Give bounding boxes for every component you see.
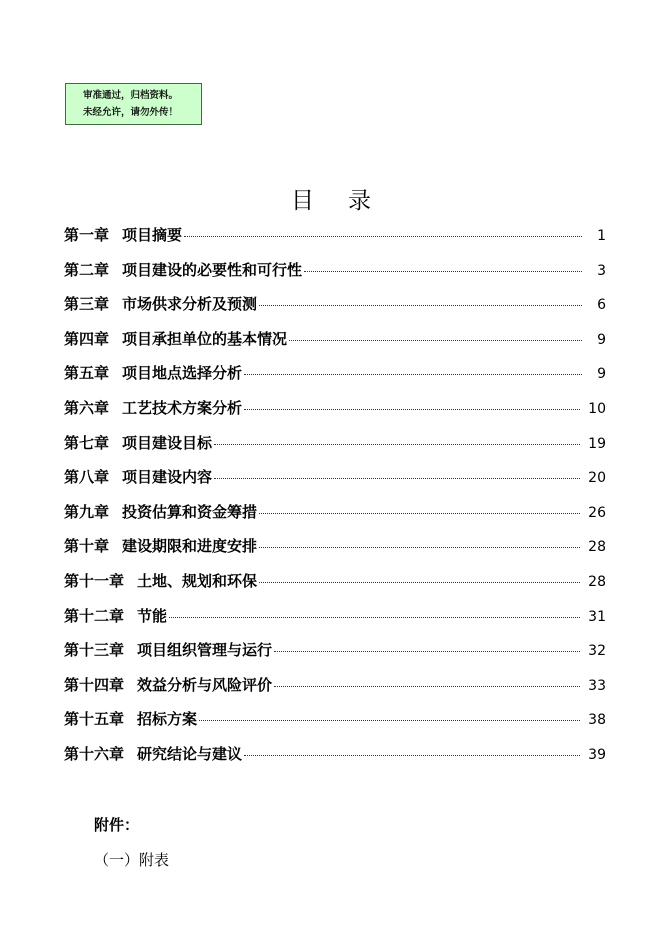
toc-entry-1[interactable] <box>64 221 606 256</box>
toc-leader-dots <box>304 270 582 272</box>
toc-entry-12[interactable] <box>64 602 606 637</box>
table-of-contents <box>64 221 606 775</box>
toc-chapter-title: 投资估算和资金筹措 <box>122 502 258 521</box>
appendix-item-1[interactable]: （一）附表 <box>94 851 170 869</box>
toc-page-number: 26 <box>588 504 606 521</box>
toc-entry-14[interactable] <box>64 671 606 706</box>
toc-entry-6[interactable] <box>64 394 606 429</box>
toc-page-number: 9 <box>597 366 606 383</box>
toc-chapter-number: 第二章 <box>64 260 110 279</box>
toc-chapter-number: 第十四章 <box>64 675 125 694</box>
toc-leader-dots <box>244 373 582 375</box>
toc-chapter-number: 第十三章 <box>64 641 125 660</box>
toc-leader-dots <box>184 235 582 237</box>
toc-leader-dots <box>214 477 580 479</box>
toc-leader-dots <box>289 339 582 341</box>
toc-page-number: 38 <box>588 712 606 729</box>
toc-entry-8[interactable] <box>64 463 606 498</box>
toc-page-number: 6 <box>597 297 606 314</box>
toc-chapter-title: 市场供求分析及预测 <box>122 295 258 314</box>
toc-entry-3[interactable] <box>64 290 606 325</box>
toc-chapter-number: 第九章 <box>64 502 110 521</box>
toc-leader-dots <box>169 616 580 618</box>
toc-chapter-title: 效益分析与风险评价 <box>137 675 273 694</box>
toc-page-number: 10 <box>588 400 606 417</box>
toc-leader-dots <box>244 408 580 410</box>
toc-chapter-number: 第十二章 <box>64 606 125 625</box>
toc-entry-10[interactable] <box>64 532 606 567</box>
appendix-heading: 附件： <box>94 816 140 834</box>
toc-entry-4[interactable] <box>64 325 606 360</box>
toc-entry-7[interactable] <box>64 429 606 464</box>
toc-leader-dots <box>274 650 580 652</box>
toc-page-number: 33 <box>588 677 606 694</box>
toc-chapter-number: 第十一章 <box>64 571 125 590</box>
toc-chapter-title: 项目组织管理与运行 <box>137 641 273 660</box>
confidential-stamp <box>65 83 202 125</box>
toc-leader-dots <box>199 719 580 721</box>
toc-page-number: 9 <box>597 331 606 348</box>
toc-leader-dots <box>259 546 580 548</box>
toc-leader-dots <box>214 443 580 445</box>
stamp-line-2: 未经允许，请勿外传！ <box>83 107 179 118</box>
toc-chapter-title: 项目建设内容 <box>122 468 213 487</box>
toc-chapter-number: 第八章 <box>64 468 110 487</box>
toc-entry-11[interactable] <box>64 567 606 602</box>
toc-chapter-number: 第五章 <box>64 364 110 383</box>
toc-chapter-number: 第十章 <box>64 537 110 556</box>
toc-page-number: 28 <box>588 539 606 556</box>
toc-chapter-title: 研究结论与建议 <box>137 744 243 763</box>
toc-chapter-title: 项目建设目标 <box>122 433 213 452</box>
toc-page-number: 28 <box>588 573 606 590</box>
toc-chapter-number: 第十五章 <box>64 710 125 729</box>
toc-entry-15[interactable] <box>64 705 606 740</box>
toc-entry-9[interactable] <box>64 498 606 533</box>
toc-title: 目录 <box>291 188 405 214</box>
toc-chapter-number: 第四章 <box>64 329 110 348</box>
toc-chapter-title: 项目地点选择分析 <box>122 364 243 383</box>
toc-entry-16[interactable] <box>64 740 606 775</box>
toc-entry-13[interactable] <box>64 636 606 671</box>
toc-chapter-number: 第七章 <box>64 433 110 452</box>
toc-chapter-title: 节能 <box>137 606 168 625</box>
toc-chapter-title: 招标方案 <box>137 710 198 729</box>
stamp-line-1: 审准通过，归档资料。 <box>83 90 179 101</box>
toc-leader-dots <box>274 685 580 687</box>
toc-chapter-number: 第十六章 <box>64 744 125 763</box>
toc-chapter-number: 第三章 <box>64 295 110 314</box>
toc-chapter-number: 第一章 <box>64 226 110 244</box>
toc-chapter-title: 工艺技术方案分析 <box>122 398 243 417</box>
toc-page-number: 20 <box>588 470 606 487</box>
toc-leader-dots <box>244 754 580 756</box>
toc-page-number: 39 <box>588 746 606 763</box>
toc-entry-2[interactable] <box>64 256 606 291</box>
toc-page-number: 3 <box>597 262 606 279</box>
toc-chapter-title: 项目承担单位的基本情况 <box>122 329 288 348</box>
toc-chapter-title: 建设期限和进度安排 <box>122 537 258 556</box>
toc-entry-5[interactable] <box>64 359 606 394</box>
toc-page-number: 19 <box>588 435 606 452</box>
toc-page-number: 32 <box>588 643 606 660</box>
toc-page-number: 31 <box>588 608 606 625</box>
toc-chapter-number: 第六章 <box>64 398 110 417</box>
toc-leader-dots <box>259 581 580 583</box>
toc-chapter-title: 项目建设的必要性和可行性 <box>122 260 303 279</box>
toc-chapter-title: 土地、规划和环保 <box>137 571 258 590</box>
toc-leader-dots <box>259 512 580 514</box>
toc-leader-dots <box>259 304 582 306</box>
toc-chapter-title: 项目摘要 <box>122 226 183 244</box>
toc-page-number: 1 <box>597 228 606 244</box>
